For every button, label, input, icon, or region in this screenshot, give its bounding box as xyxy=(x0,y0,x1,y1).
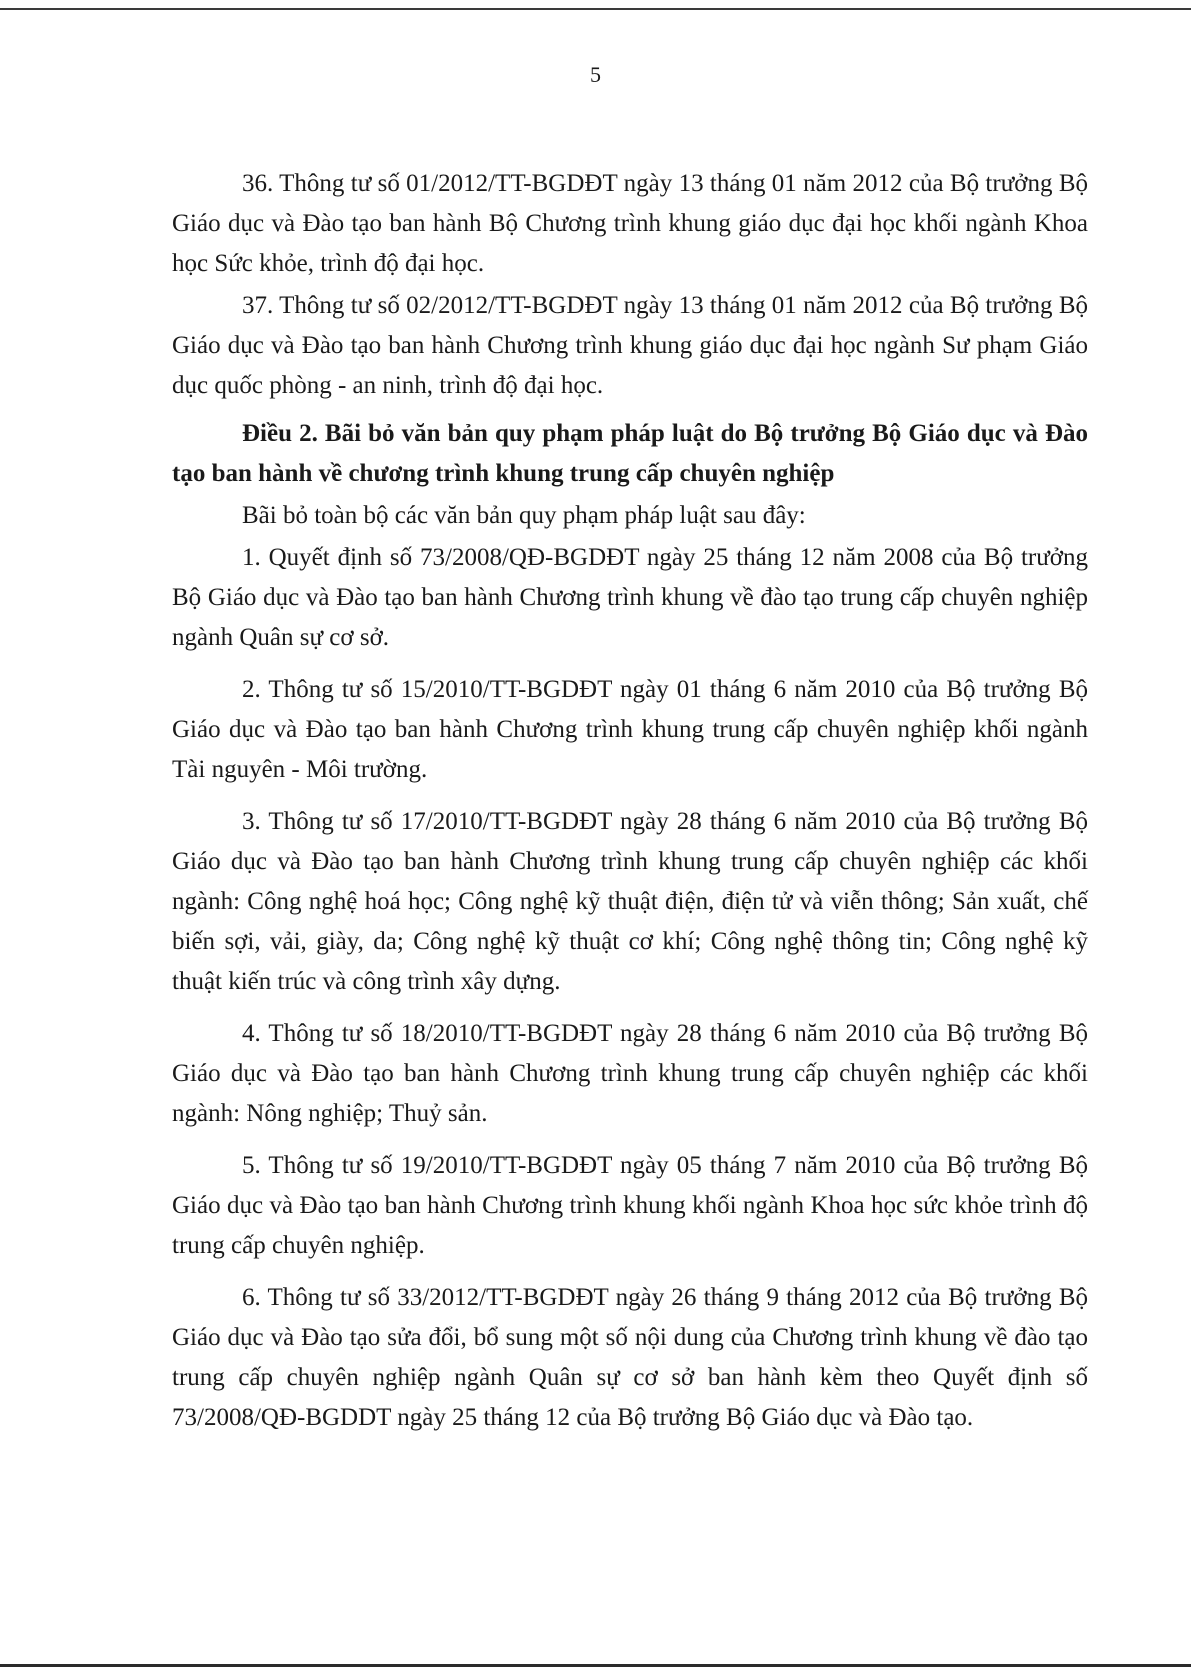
list-item-6: 6. Thông tư số 33/2012/TT-BGDĐT ngày 26 tháng 9 tháng 2012 của Bộ trưởng Bộ Giáo dục và Đào tạo sửa đổi, bổ sung một số nội dung của Chương trình khung về đào tạo trung cấp chuyên nghiệp ngành Quân sự cơ sở ban hành kèm theo Quyết định số 73/2008/QĐ-BGDDT ngày 25 tháng 12 của Bộ trưởng Bộ Giáo dục và Đào tạo. xyxy=(172,1284,1088,1431)
paragraph-item-36: 36. Thông tư số 01/2012/TT-BGDĐT ngày 13 tháng 01 năm 2012 của Bộ trưởng Bộ Giáo dục và Đào tạo ban hành Bộ Chương trình khung giáo dục đại học khối ngành Khoa học Sức khỏe, trình độ đại học. xyxy=(172,170,1088,277)
document-body xyxy=(172,164,1088,1438)
page-number: 5 xyxy=(590,62,601,87)
paragraph-item-37: 37. Thông tư số 02/2012/TT-BGDĐT ngày 13 tháng 01 năm 2012 của Bộ trưởng Bộ Giáo dục và Đào tạo ban hành Chương trình khung giáo dục đại học ngành Sư phạm Giáo dục quốc phòng - an ninh, trình độ đại học. xyxy=(172,292,1088,399)
article-heading: Điều 2. Bãi bỏ văn bản quy phạm pháp luật do Bộ trưởng Bộ Giáo dục và Đào tạo ban hành về chương trình khung trung cấp chuyên nghiệp xyxy=(172,420,1088,487)
list-item-5: 5. Thông tư số 19/2010/TT-BGDĐT ngày 05 tháng 7 năm 2010 của Bộ trưởng Bộ Giáo dục và Đào tạo ban hành Chương trình khung khối ngành Khoa học sức khỏe trình độ trung cấp chuyên nghiệp. xyxy=(172,1152,1088,1259)
scan-edge-bottom xyxy=(0,1664,1191,1667)
article-intro: Bãi bỏ toàn bộ các văn bản quy phạm pháp luật sau đây: xyxy=(242,502,806,529)
scan-edge-top xyxy=(0,8,1191,10)
list-item-2: 2. Thông tư số 15/2010/TT-BGDĐT ngày 01 tháng 6 năm 2010 của Bộ trưởng Bộ Giáo dục và Đào tạo ban hành Chương trình khung trung cấp chuyên nghiệp khối ngành Tài nguyên - Môi trường. xyxy=(172,676,1088,783)
list-item-3: 3. Thông tư số 17/2010/TT-BGDĐT ngày 28 tháng 6 năm 2010 của Bộ trưởng Bộ Giáo dục và Đào tạo ban hành Chương trình khung trung cấp chuyên nghiệp các khối ngành: Công nghệ hoá học; Công nghệ kỹ thuật điện, điện tử và viễn thông; Sản xuất, chế biến sợi, vải, giày, da; Công nghệ kỹ thuật cơ khí; Công nghệ thông tin; Công nghệ kỹ thuật kiến trúc và công trình xây dựng. xyxy=(172,808,1088,995)
list-item-4: 4. Thông tư số 18/2010/TT-BGDĐT ngày 28 tháng 6 năm 2010 của Bộ trưởng Bộ Giáo dục và Đào tạo ban hành Chương trình khung trung cấp chuyên nghiệp các khối ngành: Nông nghiệp; Thuỷ sản. xyxy=(172,1020,1088,1127)
list-item-1: 1. Quyết định số 73/2008/QĐ-BGDĐT ngày 25 tháng 12 năm 2008 của Bộ trưởng Bộ Giáo dục và Đào tạo ban hành Chương trình khung về đào tạo trung cấp chuyên nghiệp ngành Quân sự cơ sở. xyxy=(172,544,1088,651)
